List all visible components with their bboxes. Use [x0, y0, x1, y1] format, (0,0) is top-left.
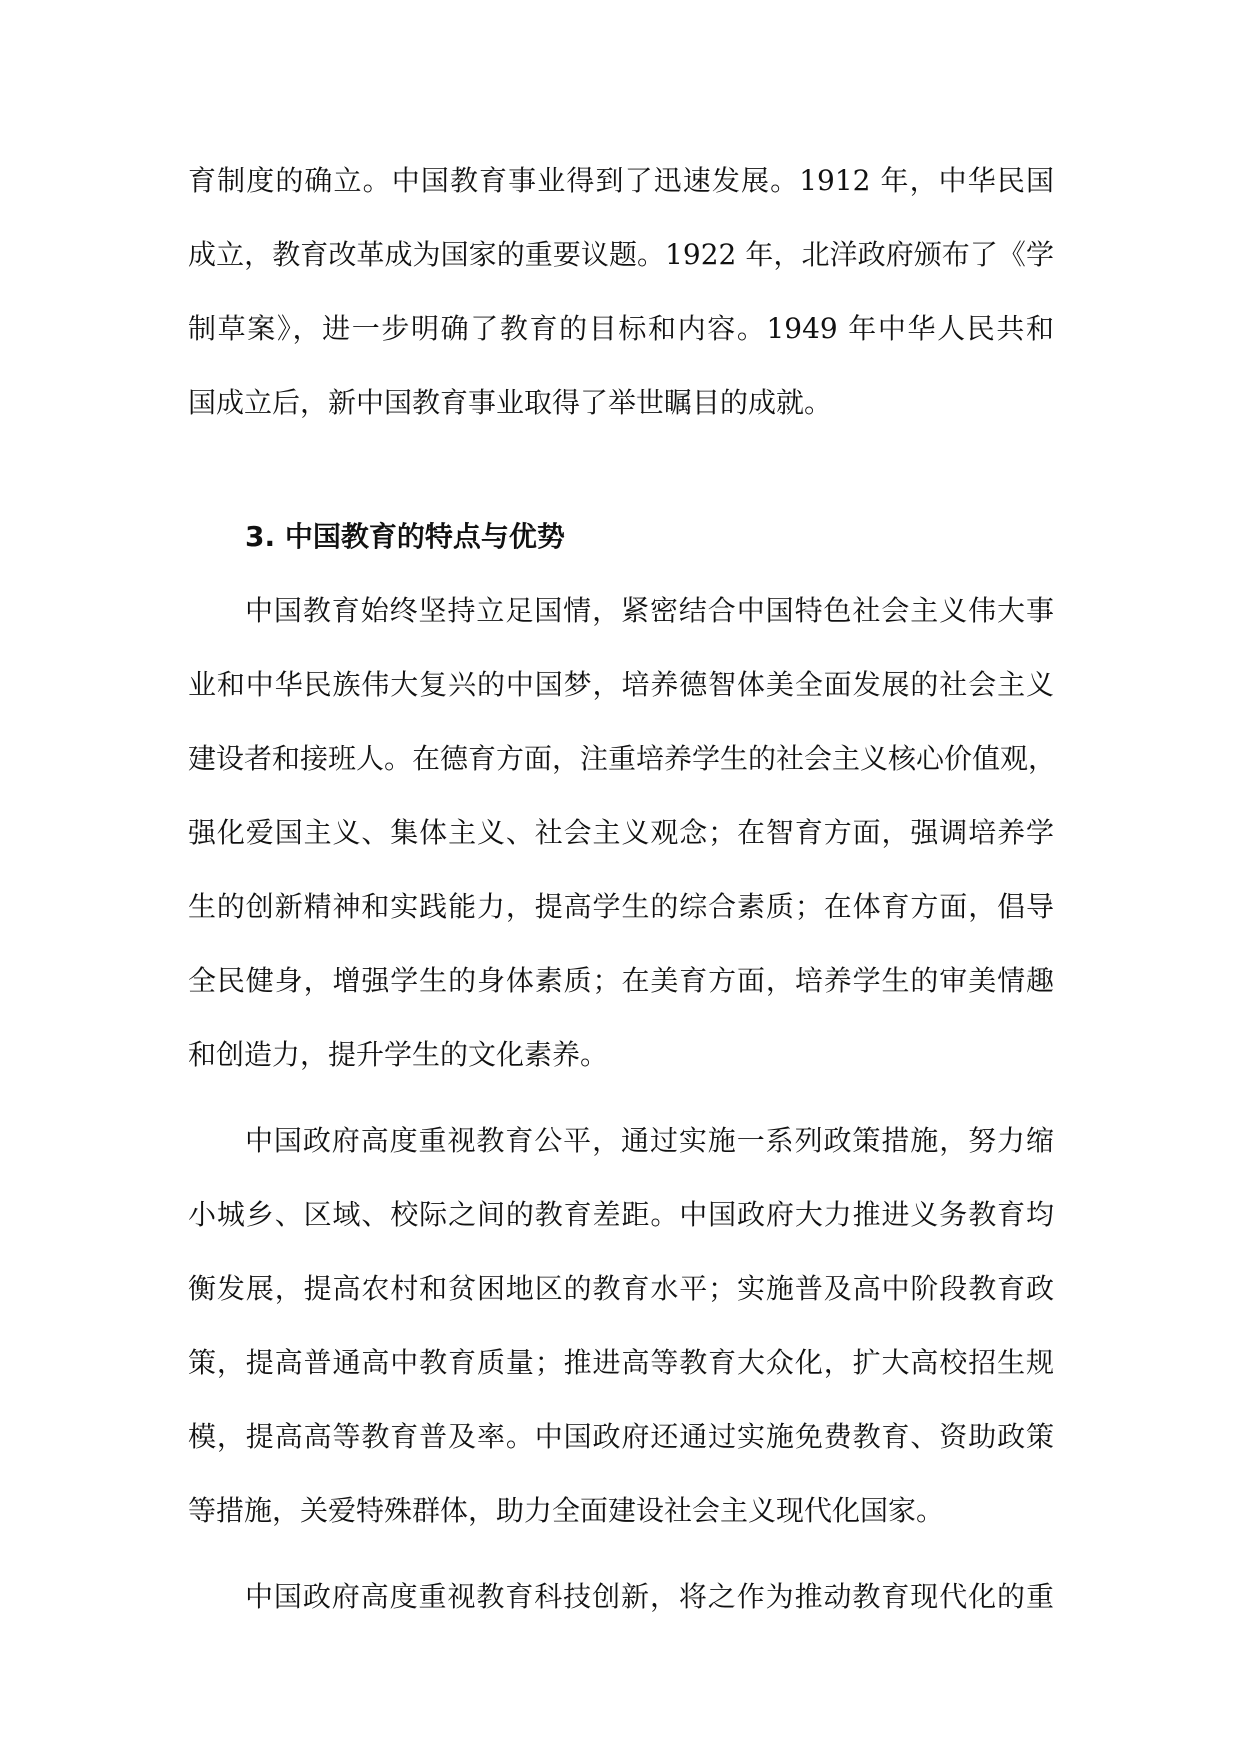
paragraph-line: 中国政府高度重视教育科技创新，将之作为推动教育现代化的重 [245, 1580, 1054, 1613]
spacer [188, 1092, 1054, 1104]
section-heading: 3. 中国教育的特点与优势 [245, 520, 565, 553]
paragraph-line: 育制度的确立。中国教育事业得到了迅速发展。1912 年，中华民国 [188, 164, 1054, 197]
paragraph-line: 等措施，关爱特殊群体，助力全面建设社会主义现代化国家。 [188, 1494, 945, 1527]
paragraph-line: 成立，教育改革成为国家的重要议题。1922 年，北洋政府颁布了《学 [188, 238, 1054, 271]
paragraph-line: 建设者和接班人。在德育方面，注重培养学生的社会主义核心价值观， [188, 742, 1057, 775]
document-body [188, 144, 1057, 1634]
paragraph-line: 制草案》，进一步明确了教育的目标和内容。1949 年中华人民共和 [188, 312, 1054, 345]
paragraph-line: 业和中华民族伟大复兴的中国梦，培养德智体美全面发展的社会主义 [188, 668, 1054, 701]
paragraph-line: 模，提高高等教育普及率。中国政府还通过实施免费教育、资助政策 [188, 1420, 1054, 1453]
paragraph-innovation [188, 1560, 1054, 1634]
paragraph-line: 中国教育始终坚持立足国情，紧密结合中国特色社会主义伟大事 [245, 594, 1054, 627]
paragraph-line: 国成立后，新中国教育事业取得了举世瞩目的成就。 [188, 386, 833, 419]
paragraph-line: 衡发展，提高农村和贫困地区的教育水平；实施普及高中阶段教育政 [188, 1272, 1054, 1305]
spacer [188, 440, 1054, 500]
paragraph-line: 中国政府高度重视教育公平，通过实施一系列政策措施，努力缩 [245, 1124, 1054, 1157]
paragraph-line: 和创造力，提升学生的文化素养。 [188, 1038, 609, 1071]
paragraph-equity [188, 1104, 1054, 1548]
paragraph-history [188, 144, 1054, 440]
paragraph-characteristics [188, 574, 1057, 1092]
paragraph-line: 小城乡、区域、校际之间的教育差距。中国政府大力推进义务教育均 [188, 1198, 1054, 1231]
paragraph-line: 全民健身，增强学生的身体素质；在美育方面，培养学生的审美情趣 [188, 964, 1054, 997]
paragraph-line: 强化爱国主义、集体主义、社会主义观念；在智育方面，强调培养学 [188, 816, 1054, 849]
spacer [188, 1548, 1054, 1560]
paragraph-line: 策，提高普通高中教育质量；推进高等教育大众化，扩大高校招生规 [188, 1346, 1054, 1379]
paragraph-line: 生的创新精神和实践能力，提高学生的综合素质；在体育方面，倡导 [188, 890, 1054, 923]
